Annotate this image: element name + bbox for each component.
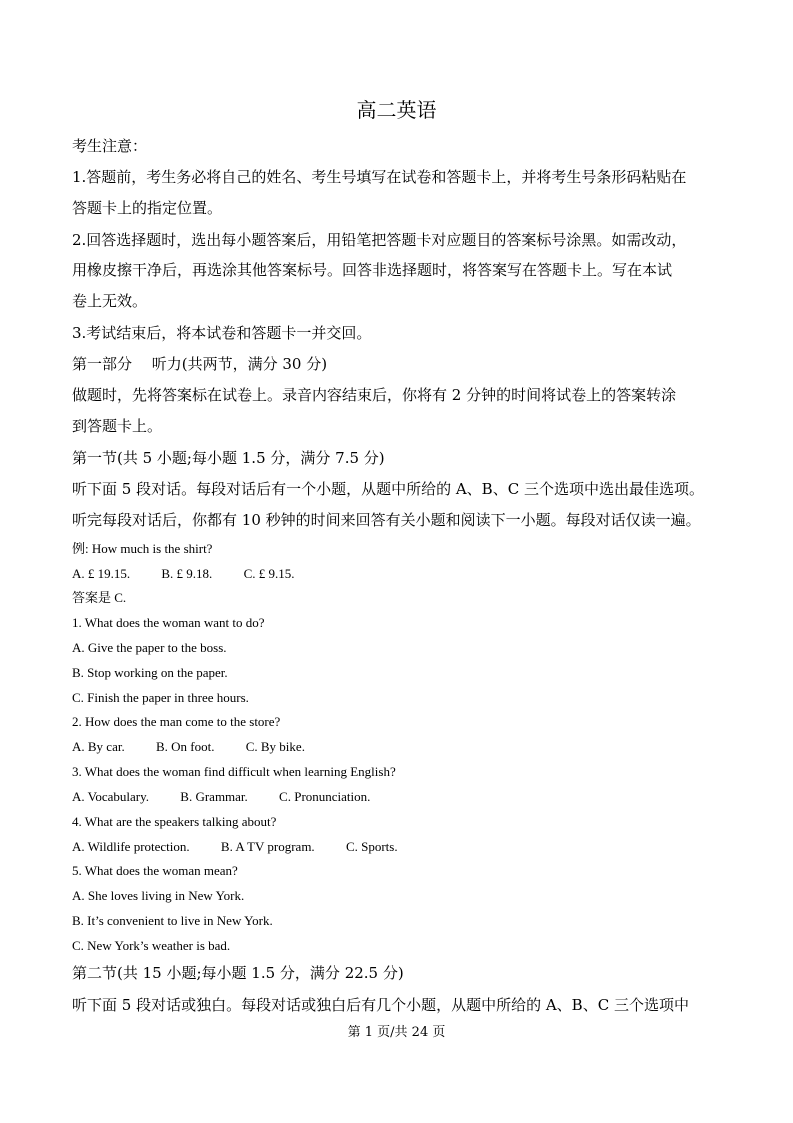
- section1-heading: 第一节(共 5 小题;每小题 1.5 分，满分 7.5 分): [72, 449, 385, 467]
- option-a: A. Wildlife protection.: [72, 839, 190, 854]
- notice-item-1-line-2: 答题卡上的指定位置。: [72, 199, 223, 217]
- question-4: 4. What are the speakers talking about?: [72, 814, 277, 829]
- part1-instruction-line-2: 到答题卡上。: [72, 417, 163, 435]
- question-1-option-c: C. Finish the paper in three hours.: [72, 690, 249, 705]
- question-3: 3. What does the woman find difficult when learning English?: [72, 764, 396, 779]
- option-a: A. Vocabulary.: [72, 789, 150, 804]
- page-title: 高二英语: [356, 98, 437, 122]
- option-b: B. Grammar.: [180, 789, 248, 804]
- section1-instruction-line-2: 听完每段对话后，你都有 10 秒钟的时间来回答有关小题和阅读下一小题。每段对话仅读一遍。: [72, 511, 701, 529]
- notice-item-2-line-1: 2.回答选择题时，选出每小题答案后，用铅笔把答题卡对应题目的答案标号涂黑。如需改动，: [72, 231, 687, 249]
- question-5-option-c: C. New York’s weather is bad.: [72, 938, 231, 953]
- option-c: C. £ 9.15.: [243, 566, 295, 581]
- notice-item-3: 3.考试结束后，将本试卷和答题卡一并交回。: [72, 324, 372, 342]
- notice-item-2-line-3: 卷上无效。: [72, 292, 148, 310]
- question-1-option-a: A. Give the paper to the boss.: [72, 640, 227, 655]
- question-2-options: [72, 738, 333, 756]
- section2-heading: 第二节(共 15 小题;每小题 1.5 分，满分 22.5 分): [72, 964, 404, 982]
- notice-item-2-line-2: 用橡皮擦干净后，再选涂其他答案标号。回答非选择题时，将答案写在答题卡上。写在本试: [72, 261, 673, 279]
- question-2: 2. How does the man come to the store?: [72, 714, 281, 729]
- option-c: C. Pronunciation.: [279, 789, 371, 804]
- question-1-option-b: B. Stop working on the paper.: [72, 665, 228, 680]
- example-question: 例: How much is the shirt?: [72, 541, 213, 556]
- section1-instruction-line-1: 听下面 5 段对话。每段对话后有一个小题，从题中所给的 A、B、C 三个选项中选出最佳选项。: [72, 480, 704, 498]
- question-5-option-b: B. It’s convenient to live in New York.: [72, 913, 273, 928]
- part1-heading: 第一部分 听力(共两节，满分 30 分): [72, 355, 328, 373]
- question-5: 5. What does the woman mean?: [72, 863, 238, 878]
- notice-heading: 考生注意：: [72, 137, 148, 155]
- example-options: [72, 565, 322, 583]
- option-a: A. £ 19.15.: [72, 566, 131, 581]
- section2-instruction-line-1: 听下面 5 段对话或独白。每段对话或独白后有几个小题，从题中所给的 A、B、C 三个选项中: [72, 996, 689, 1014]
- question-3-options: [72, 788, 398, 806]
- option-c: C. By bike.: [245, 739, 305, 754]
- page-footer: 第 1 页/共 24 页: [347, 1025, 446, 1040]
- example-answer: 答案是 C.: [72, 590, 127, 605]
- option-b: B. £ 9.18.: [161, 566, 213, 581]
- question-5-option-a: A. She loves living in New York.: [72, 888, 245, 903]
- option-a: A. By car.: [72, 739, 125, 754]
- option-b: B. On foot.: [155, 739, 215, 754]
- option-b: B. A TV program.: [220, 839, 315, 854]
- question-4-options: [72, 838, 426, 856]
- notice-item-1-line-1: 1.答题前，考生务必将自己的姓名、考生号填写在试卷和答题卡上，并将考生号条形码粘贴在: [72, 168, 687, 186]
- part1-instruction-line-1: 做题时，先将答案标在试卷上。录音内容结束后，你将有 2 分钟的时间将试卷上的答案转涂: [72, 386, 677, 404]
- question-1: 1. What does the woman want to do?: [72, 615, 265, 630]
- option-c: C. Sports.: [345, 839, 398, 854]
